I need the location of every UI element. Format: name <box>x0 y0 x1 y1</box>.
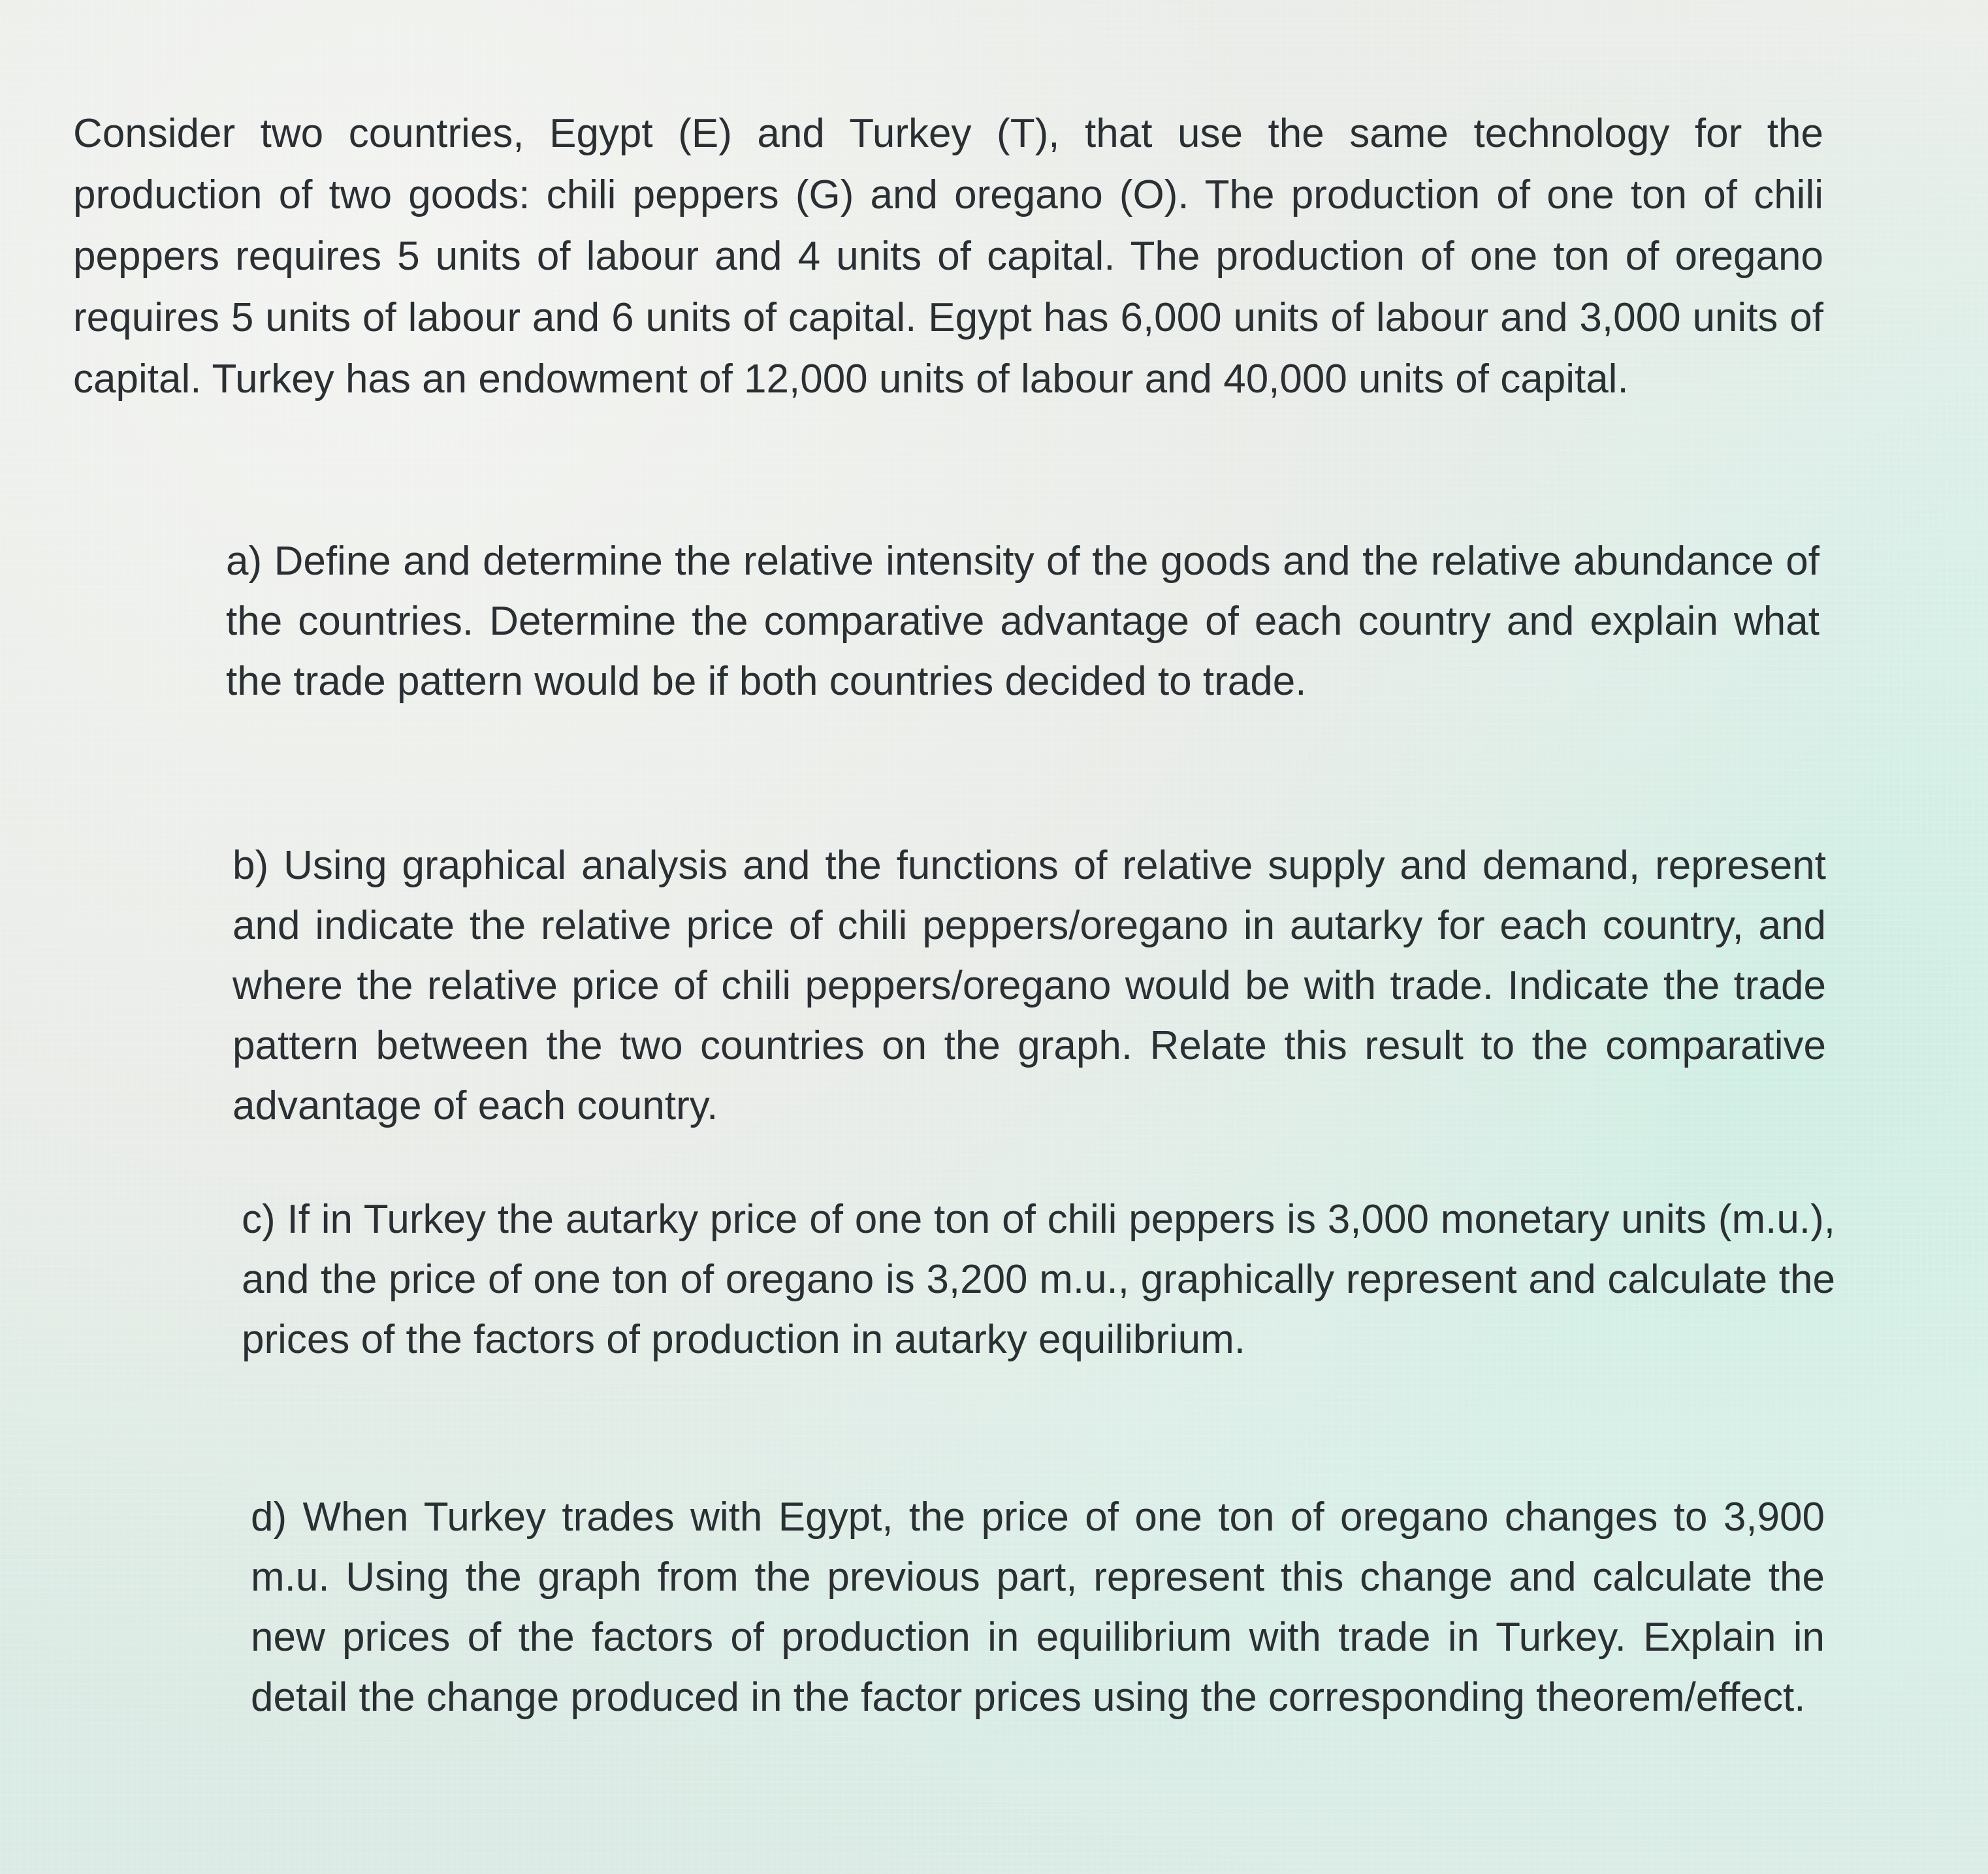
question-d: d) When Turkey trades with Egypt, the price of one ton of oregano changes to 3,900 m.u. Using the graph from the previous part, represent this change and calculate the new prices of the factors of production in equilibrium with trade in Turkey. Explain in detail the change produced in the factor prices using the corresponding theorem/effect. <box>251 1495 1825 1720</box>
question-c: c) If in Turkey the autarky price of one ton of chili peppers is 3,000 monetary units (m.u.), and the price of one ton of oregano is 3,200 m.u., graphically represent and calculate the prices of the factors of production in autarky equilibrium. <box>242 1197 1835 1362</box>
problem-intro: Consider two countries, Egypt (E) and Turkey (T), that use the same technology for the production of two goods: chili peppers (G) and oregano (O). The production of one ton of chili peppers requires 5 units of labour and 4 units of capital. The production of one ton of oregano requires 5 units of labour and 6 units of capital. Egypt has 6,000 units of labour and 3,000 units of capital. Turkey has an endowment of 12,000 units of labour and 40,000 units of capital. <box>73 111 1823 402</box>
question-a: a) Define and determine the relative intensity of the goods and the relative abundance of the countries. Determine the comparative advantage of each country and explain what the trade pattern would be if both countries decided to trade. <box>226 539 1820 704</box>
question-b: b) Using graphical analysis and the functions of relative supply and demand, represent and indicate the relative price of chili peppers/oregano in autarky for each country, and where the relative price of chili peppers/oregano would be with trade. Indicate the trade pattern between the two countries on the graph. Relate this result to the comparative advantage of each country. <box>232 843 1826 1128</box>
